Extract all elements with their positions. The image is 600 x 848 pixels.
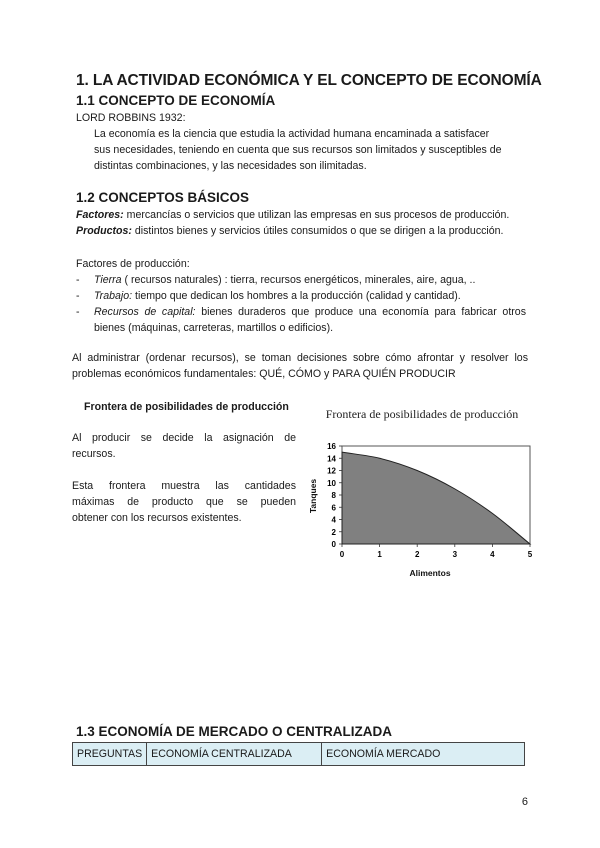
table-header-row: [73, 743, 525, 766]
table-header-cell: ECONOMÍA MERCADO: [322, 743, 525, 766]
x-tick-label: 1: [377, 550, 382, 559]
list-item-text: bienes duraderos que produce una economía para fabricar otros: [195, 306, 526, 318]
page-number: 6: [521, 796, 528, 808]
x-axis-label: Alimentos: [409, 568, 451, 578]
list-item: [94, 272, 475, 288]
y-axis: [327, 442, 342, 549]
list-bullet: -: [76, 274, 80, 286]
frontier-heading: Frontera de posibilidades de producción: [84, 401, 289, 413]
x-tick-label: 4: [490, 550, 495, 559]
factores-term: Factores:: [76, 209, 124, 221]
list-bullet: -: [76, 306, 80, 318]
table-header-cell: ECONOMÍA CENTRALIZADA: [147, 743, 322, 766]
x-tick-label: 2: [414, 550, 420, 559]
economy-comparison-table: [72, 742, 525, 766]
quote-line: distintas combinaciones, y las necesidades son ilimitadas.: [94, 160, 367, 172]
y-tick-label: 12: [327, 466, 336, 476]
y-axis-label: Tanques: [308, 478, 318, 514]
factores-definition: [76, 207, 509, 223]
y-tick-label: 10: [327, 478, 336, 488]
list-item: [94, 304, 526, 320]
y-tick-label: 16: [327, 442, 336, 451]
productos-term: Productos:: [76, 225, 132, 237]
quote-author: LORD ROBBINS 1932:: [76, 112, 186, 124]
ppf-chart: [300, 400, 550, 586]
y-tick-label: 2: [331, 527, 336, 537]
section-1-title: 1. LA ACTIVIDAD ECONÓMICA Y EL CONCEPTO DE ECONOMÍA: [76, 72, 542, 89]
list-item-term: Trabajo:: [94, 290, 133, 302]
quote-line: sus necesidades, teniendo en cuenta que sus recursos son limitados y susceptibles de: [94, 144, 502, 156]
section-1-2-title: 1.2 CONCEPTOS BÁSICOS: [76, 190, 250, 205]
section-1-3-title: 1.3 ECONOMÍA DE MERCADO O CENTRALIZADA: [76, 724, 393, 739]
factores-list-heading: Factores de producción:: [76, 258, 190, 270]
productos-definition: [76, 223, 504, 239]
list-item: [94, 288, 461, 304]
list-item-term: Tierra: [94, 274, 122, 286]
frontier-text-line: obtener con los recursos existentes.: [72, 512, 242, 524]
x-tick-label: 5: [527, 550, 533, 559]
productos-text: distintos bienes y servicios útiles consumidos o que se dirigen a la producción.: [131, 225, 504, 237]
list-item-continuation: bienes (máquinas, carreteras, martillos o edificios).: [94, 322, 334, 334]
quote-line: La economía es la ciencia que estudia la actividad humana encaminada a satisfacer: [94, 128, 490, 140]
x-tick-label: 3: [452, 550, 458, 559]
frontier-text-line: máximas de producto que se pueden: [72, 496, 296, 508]
x-tick-label: 0: [339, 550, 345, 559]
y-tick-label: 4: [331, 515, 336, 525]
x-axis: [340, 544, 533, 559]
factores-text: mercancías o servicios que utilizan las empresas en sus procesos de producción.: [123, 209, 510, 221]
table-header-cell: PREGUNTAS: [73, 743, 147, 766]
chart-title: Frontera de posibilidades de producción: [325, 407, 519, 421]
list-item-text: ( recursos naturales) : tierra, recursos energéticos, minerales, aire, agua, ..: [121, 274, 476, 286]
section-1-1-title: 1.1 CONCEPTO DE ECONOMÍA: [76, 93, 276, 108]
y-tick-label: 8: [331, 491, 336, 500]
y-tick-label: 6: [331, 503, 336, 513]
y-tick-label: 0: [331, 540, 336, 549]
admin-paragraph-line: problemas económicos fundamentales: QUÉ, CÓMO y PARA QUIÉN PRODUCIR: [72, 368, 456, 380]
frontier-text-line: recursos.: [72, 448, 116, 460]
list-bullet: -: [76, 290, 80, 302]
list-item-term: Recursos de capital:: [94, 306, 196, 318]
admin-paragraph-line: Al administrar (ordenar recursos), se toman decisiones sobre cómo afrontar y resolver los: [72, 352, 528, 364]
frontier-text-line: Al producir se decide la asignación de: [72, 432, 296, 444]
y-tick-label: 14: [327, 454, 336, 464]
list-item-text: tiempo que dedican los hombres a la producción (calidad y cantidad).: [132, 290, 461, 302]
frontier-text-line: Esta frontera muestra las cantidades: [72, 480, 296, 492]
